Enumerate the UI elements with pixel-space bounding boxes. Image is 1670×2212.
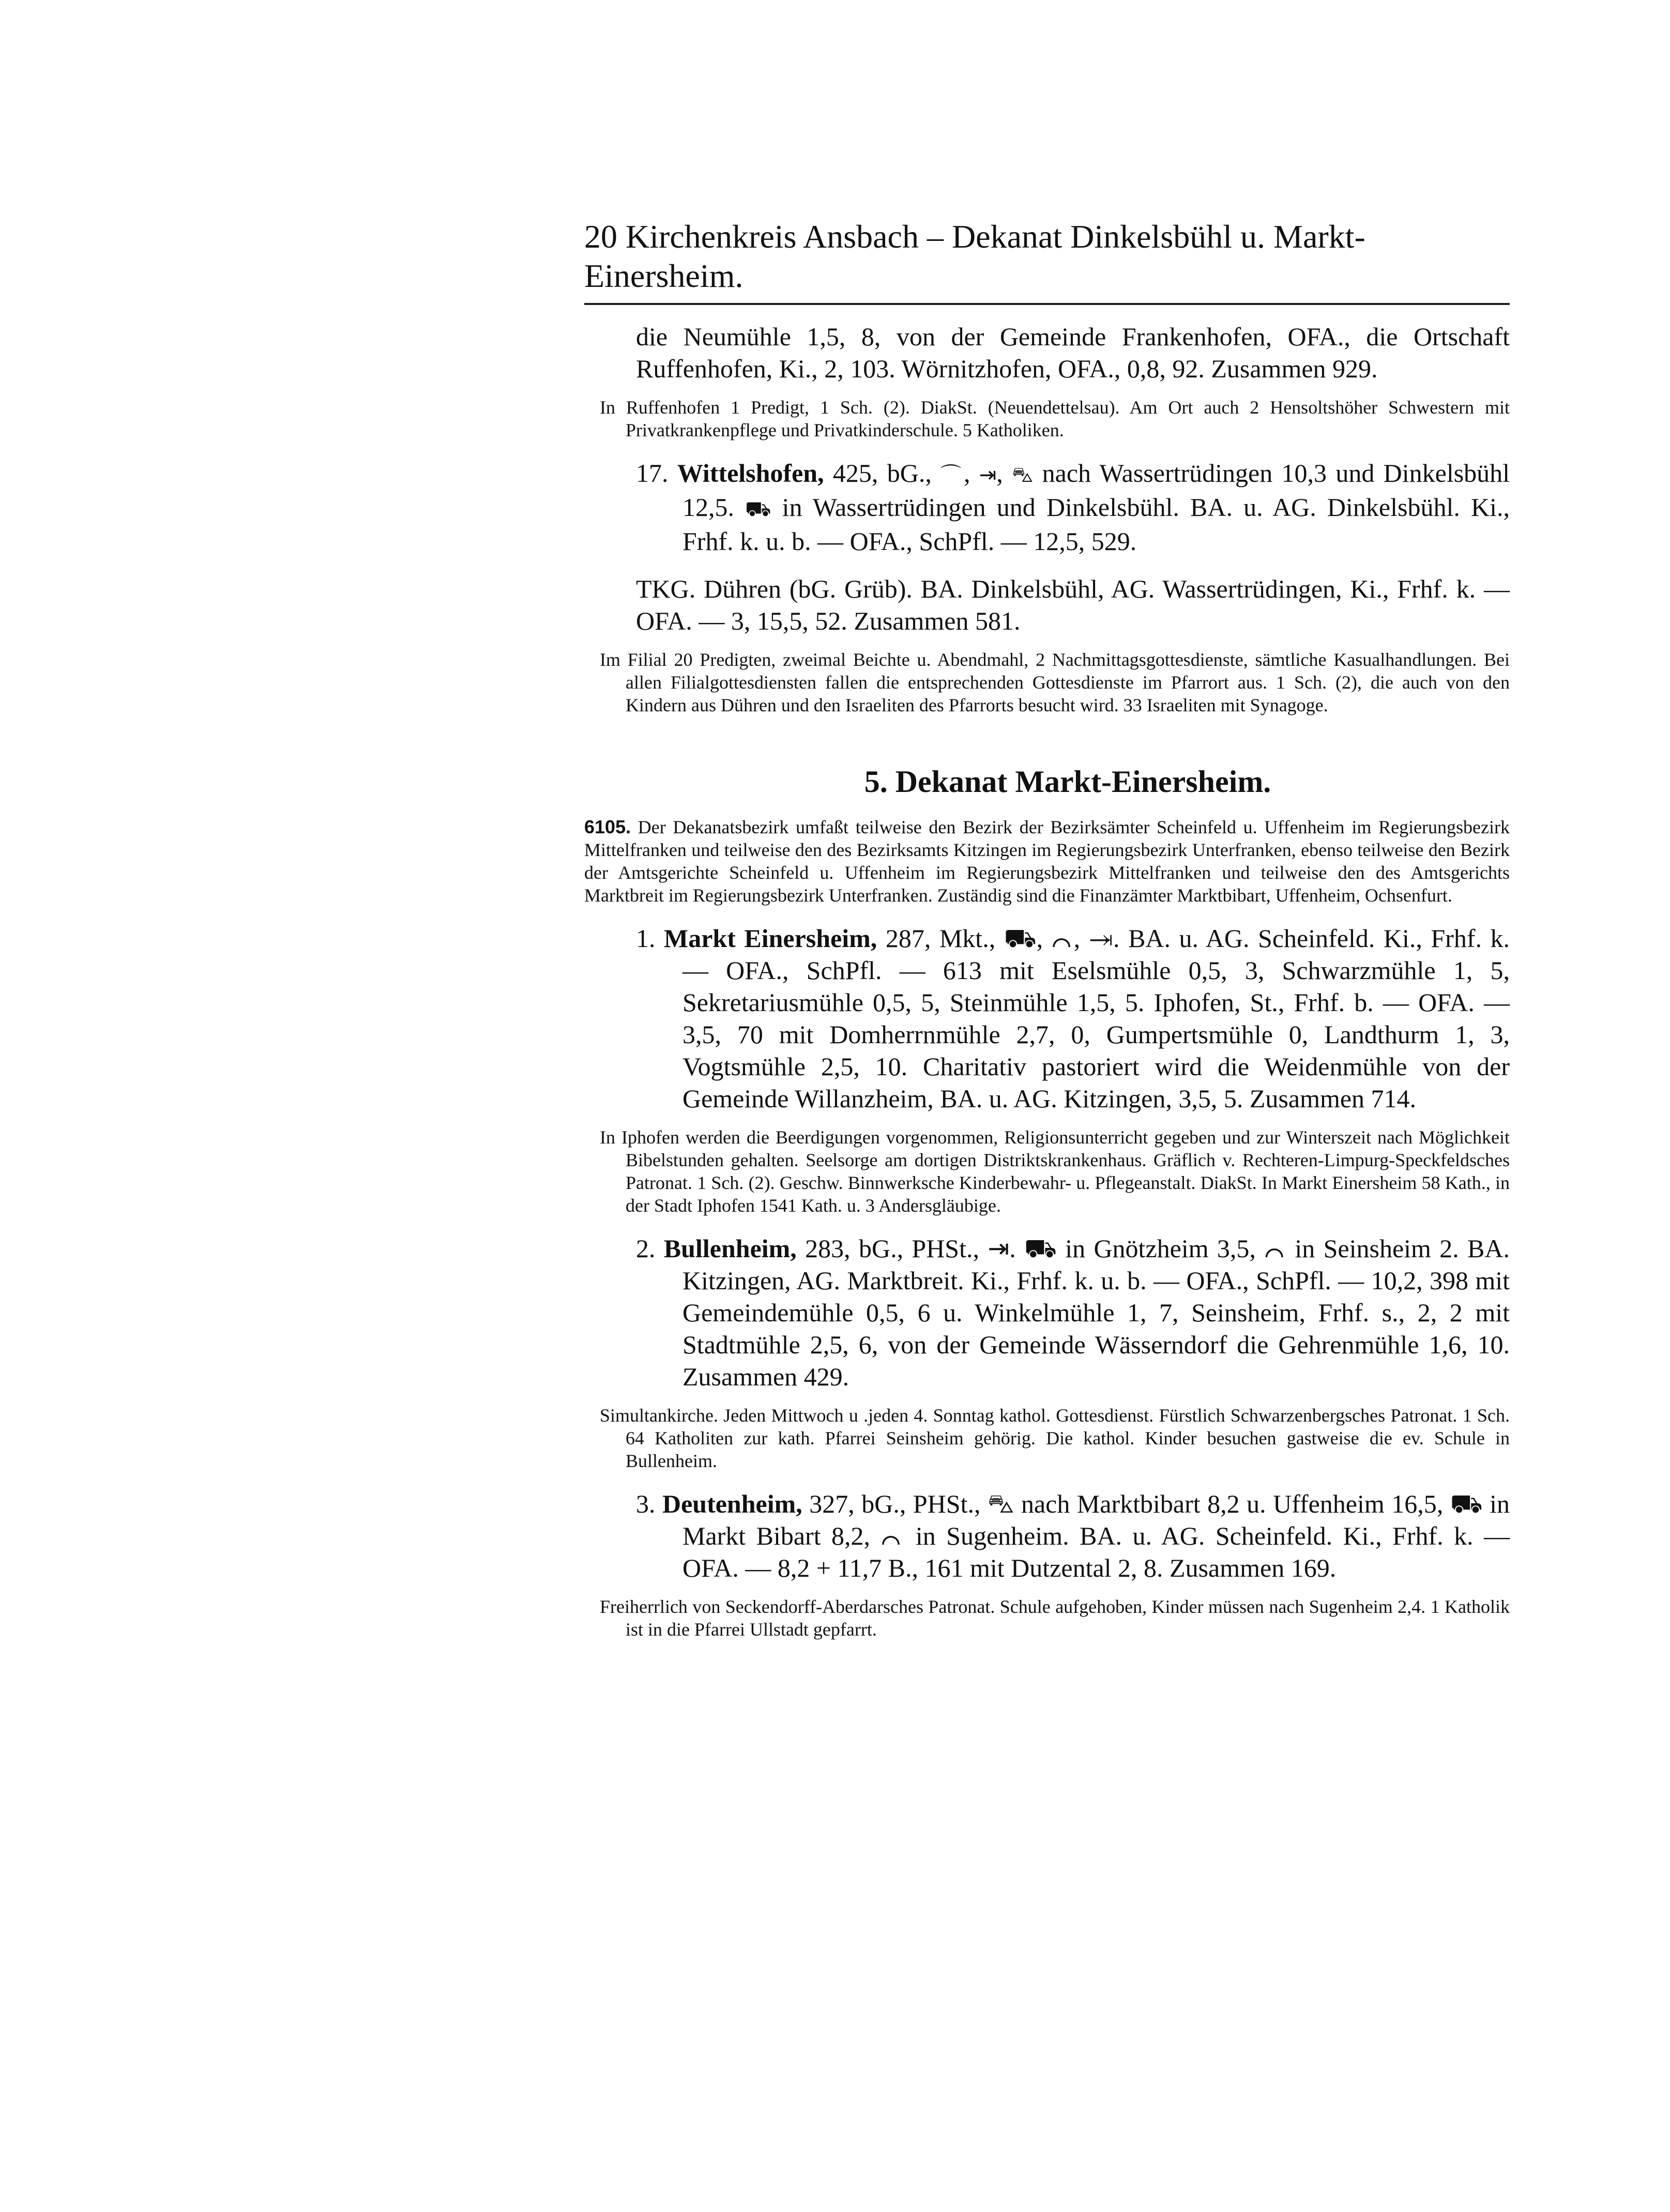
intro-number: 6105.	[584, 816, 631, 837]
entry-name: Bullenheim,	[663, 1234, 797, 1263]
entry-name: Deutenheim,	[662, 1489, 802, 1518]
page-header	[584, 217, 1510, 305]
footnote-wittelshofen: Im Filial 20 Predigten, zweimal Beichte u. Abendmahl, 2 Nachmittagsgottesdienste, sämtliche Kasualhandlungen. Bei allen Filialgottesdiensten fallen die entsprechenden Gottesdienste im Pfarrort aus. 1 Sch. (2), die auch von den Kindern aus Dühren und den Israeliten des Pfarrorts besucht wird. 33 Israeliten mit Synagoge.	[600, 649, 1510, 715]
footnote-bullenheim: Simultankirche. Jeden Mittwoch u .jeden 4. Sonntag kathol. Gottesdienst. Fürstlich Schwarzenbergsches Patronat. 1 Sch. 64 Katholiten zur kath. Pfarrei Seinsheim gehörig. Die kathol. Kinder besuchen gastweise die ev. Schule in Bullenheim.	[600, 1405, 1510, 1471]
entry-text: 287, Mkt., ⛟, ⌒, ⇥. BA. u. AG. Scheinfeld. Ki., Frhf. k. — OFA., SchPfl. — 613 mit Eselsmühle 0,5, 3, Schwarzmühle 1, 5, Sekretariusmühle 0,5, 5, Steinmühle 1,5, 5. Iphofen, St., Frhf. b. — OFA. — 3,5, 70 mit Domherrnmühle 2,7, 0, Gumpertsmühle 0, Landthurm 1, 3, Vogtsmühle 2,5, 10. Charitativ pastoriert wird die Weidenmühle von der Gemeinde Willanzheim, BA. u. AG. Kitzingen, 3,5, 5. Zusammen 714.	[682, 924, 1510, 1113]
entry-bullenheim	[584, 1232, 1510, 1393]
entry-text: in Wassertrüdingen und Dinkelsbühl. BA. u. AG. Dinkelsbühl. Ki., Frhf. k. u. b. — OFA., SchPfl. — 12,5, 529.	[682, 493, 1510, 556]
page-number: 20	[584, 218, 617, 255]
subentry-duehren: TKG. Dühren (bG. Grüb). BA. Dinkelsbühl, AG. Wassertrüdingen, Ki., Frhf. k. — OFA. — 3, 15,5, 52. Zusammen 581.	[636, 574, 1510, 635]
entry-number: 1.	[636, 924, 656, 953]
bus-icon: ⛍	[1012, 463, 1034, 487]
footnote-markt-einersheim: In Iphofen werden die Beerdigungen vorgenommen, Religionsunterricht gegeben und zur Winterszeit nach Möglichkeit Bibelstunden gehalten. Seelsorge am dortigen Distriktskrankenhaus. Gräflich v. Rechteren-Limpurg-Speckfeldsches Patronat. 1 Sch. (2). Geschw. Binnwerksche Kinderbewahr- u. Pflegeanstalt. DiakSt. In Markt Einersheim 58 Kath., in der Stadt Iphofen 1541 Kath. u. 3 Andersgläubige.	[600, 1127, 1510, 1216]
entry-name: Markt Einersheim,	[664, 924, 877, 953]
footnote-deutenheim: Freiherrlich von Seckendorff-Aberdarsches Patronat. Schule aufgehoben, Kinder müssen nach Sugenheim 2,4. 1 Katholik ist in die Pfarrei Ullstadt gepfarrt.	[600, 1596, 1510, 1640]
entry-markt-einersheim	[584, 922, 1510, 1115]
footnote-ruffenhofen: In Ruffenhofen 1 Predigt, 1 Sch. (2). DiakSt. (Neuendettelsau). Am Ort auch 2 Hensoltshöher Schwestern mit Privatkrankenpflege und Privatkinderschule. 5 Katholiken.	[600, 397, 1510, 440]
continued-entry: die Neumühle 1,5, 8, von der Gemeinde Frankenhofen, OFA., die Ortschaft Ruffenhofen, Ki., 2, 103. Wörnitzhofen, OFA., 0,8, 92. Zusammen 929.	[636, 322, 1510, 383]
entry-text: 425, bG.,	[832, 459, 932, 487]
text-column	[584, 217, 1510, 1641]
entry-number: 2.	[636, 1234, 656, 1263]
intro-text: Der Dekanatsbezirk umfaßt teilweise den Bezirk der Bezirksämter Scheinfeld u. Uffenheim im Regierungsbezirk Mittelfranken und teilweise den des Bezirksamts Kitzingen im Regierungsbezirk Unterfranken, ebenso teilweise den Bezirk der Amtsgerichte Scheinfeld u. Uffenheim im Regierungsbezirk Mittelfranken und teilweise den des Amtsgerichts Marktbreit im Regierungsbezirk Unterfranken. Zuständig sind die Finanzämter Marktbibart, Uffenheim, Ochsenfurt.	[584, 817, 1510, 906]
section-heading: 5. Dekanat Markt-Einersheim.	[864, 765, 1271, 799]
post-horn-icon: ⌒	[940, 463, 964, 487]
railway-icon: ⛟	[745, 497, 771, 521]
section-intro	[584, 816, 1510, 907]
entry-number: 17.	[636, 459, 669, 487]
entry-text: 283, bG., PHSt., ⇥. ⛟ in Gnötzheim 3,5, ⌒ in Seinsheim 2. BA. Kitzingen, AG. Marktbreit. Ki., Frhf. k. u. b. — OFA., SchPfl. — 10,2, 398 mit Gemeindemühle 0,5, 6 u. Winkelmühle 1, 7, Seinsheim, Frhf. s., 2, 2 mit Stadtmühle 2,5, 6, von der Gemeinde Wässerndorf die Gehrenmühle 1,6, 10. Zusammen 429.	[682, 1234, 1510, 1391]
entry-text: 327, bG., PHSt., ⛍ nach Marktbibart 8,2 u. Uffenheim 16,5, ⛟ in Markt Bibart 8,2, ⌒ in Sugenheim. BA. u. AG. Scheinfeld. Ki., Frhf. k. — OFA. — 8,2 + 11,7 B., 161 mit Dutzental 2, 8. Zusammen 169.	[682, 1489, 1510, 1582]
entry-number: 3.	[636, 1489, 656, 1518]
entry-deutenheim	[584, 1488, 1510, 1584]
entry-name: Wittelshofen,	[677, 459, 824, 487]
running-title: Kirchenkreis Ansbach – Dekanat Dinkelsbühl u. Markt-Einersheim.	[584, 218, 1365, 294]
entry-wittelshofen: 17. Wittelshofen, 425, bG., ⌒, ⇥, ⛍ nach Wassertrüdingen 10,3 und Dinkelsbühl 12,5. ⛟ in Wassertrüdingen und Dinkelsbühl. BA. u. AG. Dinkelsbühl. Ki., Frhf. k. u. b. — OFA., SchPfl. — 12,5, 529.	[636, 459, 1510, 556]
entry-text: nach Wassertrüdingen 10,3 und Dinkelsbühl 12,5.	[682, 459, 1510, 522]
telegraph-icon: ⇥	[979, 463, 997, 487]
